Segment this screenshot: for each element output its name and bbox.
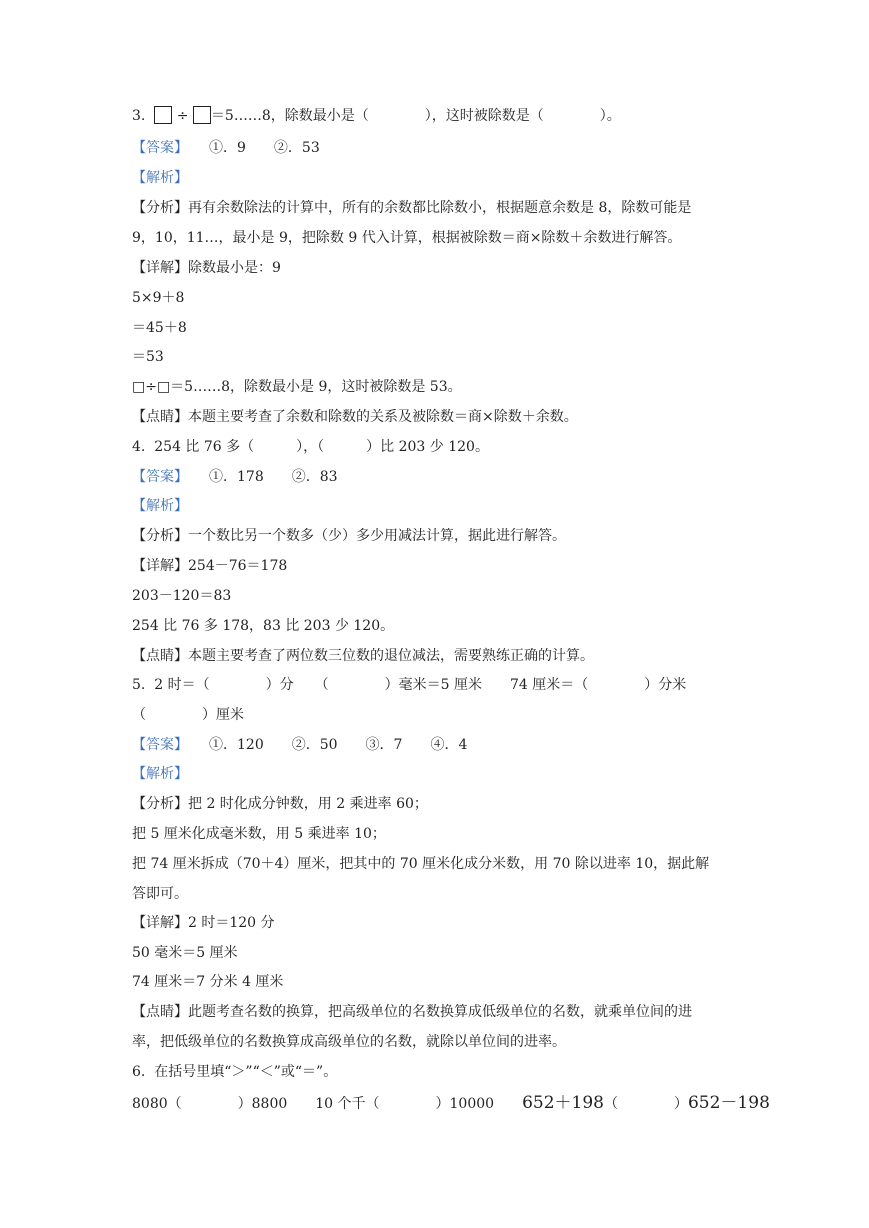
q3-number: 3. — [132, 108, 146, 124]
q6-items — [132, 1093, 770, 1114]
q5-answer: ①．120 ②．50 ③．7 ④．4 — [209, 737, 468, 753]
q3-fenxi-line-1 — [132, 198, 691, 218]
q4-dianjing-line — [132, 646, 594, 666]
q4-result: 254 比 76 多 178，83 比 203 少 120。 — [132, 618, 395, 634]
q3-xiangjie-1: 除数最小是：9 — [188, 260, 281, 276]
q6-item-2: 10 个千（ ）10000 — [315, 1096, 495, 1112]
q3-dianjing-line — [132, 407, 578, 427]
fenxi-tag: 【分析】 — [132, 528, 188, 544]
q6-item-3-left: 652＋198 — [522, 1093, 604, 1113]
dianjing-tag: 【点睛】 — [132, 648, 188, 664]
q4-xiangjie-1: 254－76＝178 — [188, 558, 288, 574]
q5-stem-2: （ ）厘米 — [132, 707, 244, 723]
q5-fenxi-3: 把 74 厘米拆成（70＋4）厘米，把其中的 70 厘米化成分米数，用 70 除以进率 10，据此解 — [132, 856, 710, 872]
q5-xiangjie-1: 2 时＝120 分 — [188, 915, 275, 931]
dianjing-tag: 【点睛】 — [132, 1004, 188, 1020]
q4-fenxi: 一个数比另一个数多（少）多少用减法计算，据此进行解答。 — [188, 528, 566, 544]
q4-xiangjie-line — [132, 556, 287, 576]
q6-item-3-right: 652－198 — [687, 1093, 770, 1113]
q6-item-1: 8080（ ）8800 — [132, 1096, 288, 1112]
q4-stem: 4. 254 比 76 多（ ），（ ）比 203 少 120。 — [132, 439, 489, 455]
jiexi-tag: 【解析】 — [132, 170, 188, 186]
q3-dividend-box — [154, 106, 172, 124]
xiangjie-tag: 【详解】 — [132, 915, 188, 931]
q5-fenxi-line-1 — [132, 794, 428, 814]
fenxi-tag: 【分析】 — [132, 796, 188, 812]
q5-fenxi-2: 把 5 厘米化成毫米数，用 5 乘进率 10； — [132, 826, 386, 842]
q3-calc-3: ＝53 — [132, 349, 164, 365]
q5-fenxi-4: 答即可。 — [132, 886, 188, 902]
q3-stem-rest: ＝5……8，除数最小是（ ），这时被除数是（ ）。 — [210, 108, 621, 124]
jiexi-tag: 【解析】 — [132, 766, 188, 782]
q5-dianjing-1: 此题考查名数的换算，把高级单位的名数换算成低级单位的名数，就乘单位间的进 — [188, 1004, 692, 1020]
q3-calc-1: 5×9＋8 — [132, 290, 185, 306]
q5-xiangjie-line — [132, 913, 275, 933]
q6-item-3-blank: （ ） — [603, 1096, 688, 1112]
q5-calc-2: 74 厘米＝7 分米 4 厘米 — [132, 974, 284, 990]
q6-stem: 6. 在括号里填“＞”“＜”或“＝”。 — [132, 1064, 338, 1080]
q3-div-op: ÷ — [176, 108, 189, 124]
q3-answer-line — [132, 138, 320, 158]
q3-result: □÷□＝5……8，除数最小是 9，这时被除数是 53。 — [132, 379, 462, 395]
q3-stem — [132, 106, 621, 126]
q4-dianjing: 本题主要考查了两位数三位数的退位减法，需要熟练正确的计算。 — [188, 648, 594, 664]
xiangjie-tag: 【详解】 — [132, 558, 188, 574]
q3-answer: ①．9 ②．53 — [209, 140, 320, 156]
q3-fenxi-2: 9，10，11…，最小是 9，把除数 9 代入计算，根据被除数＝商×除数＋余数进行解答。 — [132, 230, 682, 246]
q4-calc-1: 203－120＝83 — [132, 588, 232, 604]
q5-dianjing-2: 率，把低级单位的名数换算成高级单位的名数，就除以单位间的进率。 — [132, 1034, 566, 1050]
q3-calc-2: ＝45＋8 — [132, 320, 187, 336]
fenxi-tag: 【分析】 — [132, 200, 188, 216]
q5-fenxi-1: 把 2 时化成分钟数，用 2 乘进率 60； — [188, 796, 428, 812]
q5-dianjing-line-1 — [132, 1002, 692, 1022]
answer-tag: 【答案】 — [132, 140, 181, 156]
q4-answer: ①．178 ②．83 — [209, 469, 338, 485]
xiangjie-tag: 【详解】 — [132, 260, 188, 276]
q3-dianjing: 本题主要考查了余数和除数的关系及被除数＝商×除数＋余数。 — [188, 409, 578, 425]
q4-answer-line — [132, 467, 338, 487]
dianjing-tag: 【点睛】 — [132, 409, 188, 425]
q3-divisor-box — [193, 106, 211, 124]
answer-tag: 【答案】 — [132, 737, 181, 753]
q5-stem-1: 5. 2 时＝（ ）分 （ ）毫米＝5 厘米 74 厘米＝（ ）分米 — [132, 677, 687, 693]
q3-xiangjie-line — [132, 258, 281, 278]
jiexi-tag: 【解析】 — [132, 498, 188, 514]
q3-fenxi-1: 再有余数除法的计算中，所有的余数都比除数小，根据题意余数是 8，除数可能是 — [188, 200, 692, 216]
q4-fenxi-line — [132, 526, 566, 546]
q5-answer-line — [132, 735, 467, 755]
answer-tag: 【答案】 — [132, 469, 181, 485]
q5-calc-1: 50 毫米＝5 厘米 — [132, 945, 238, 961]
